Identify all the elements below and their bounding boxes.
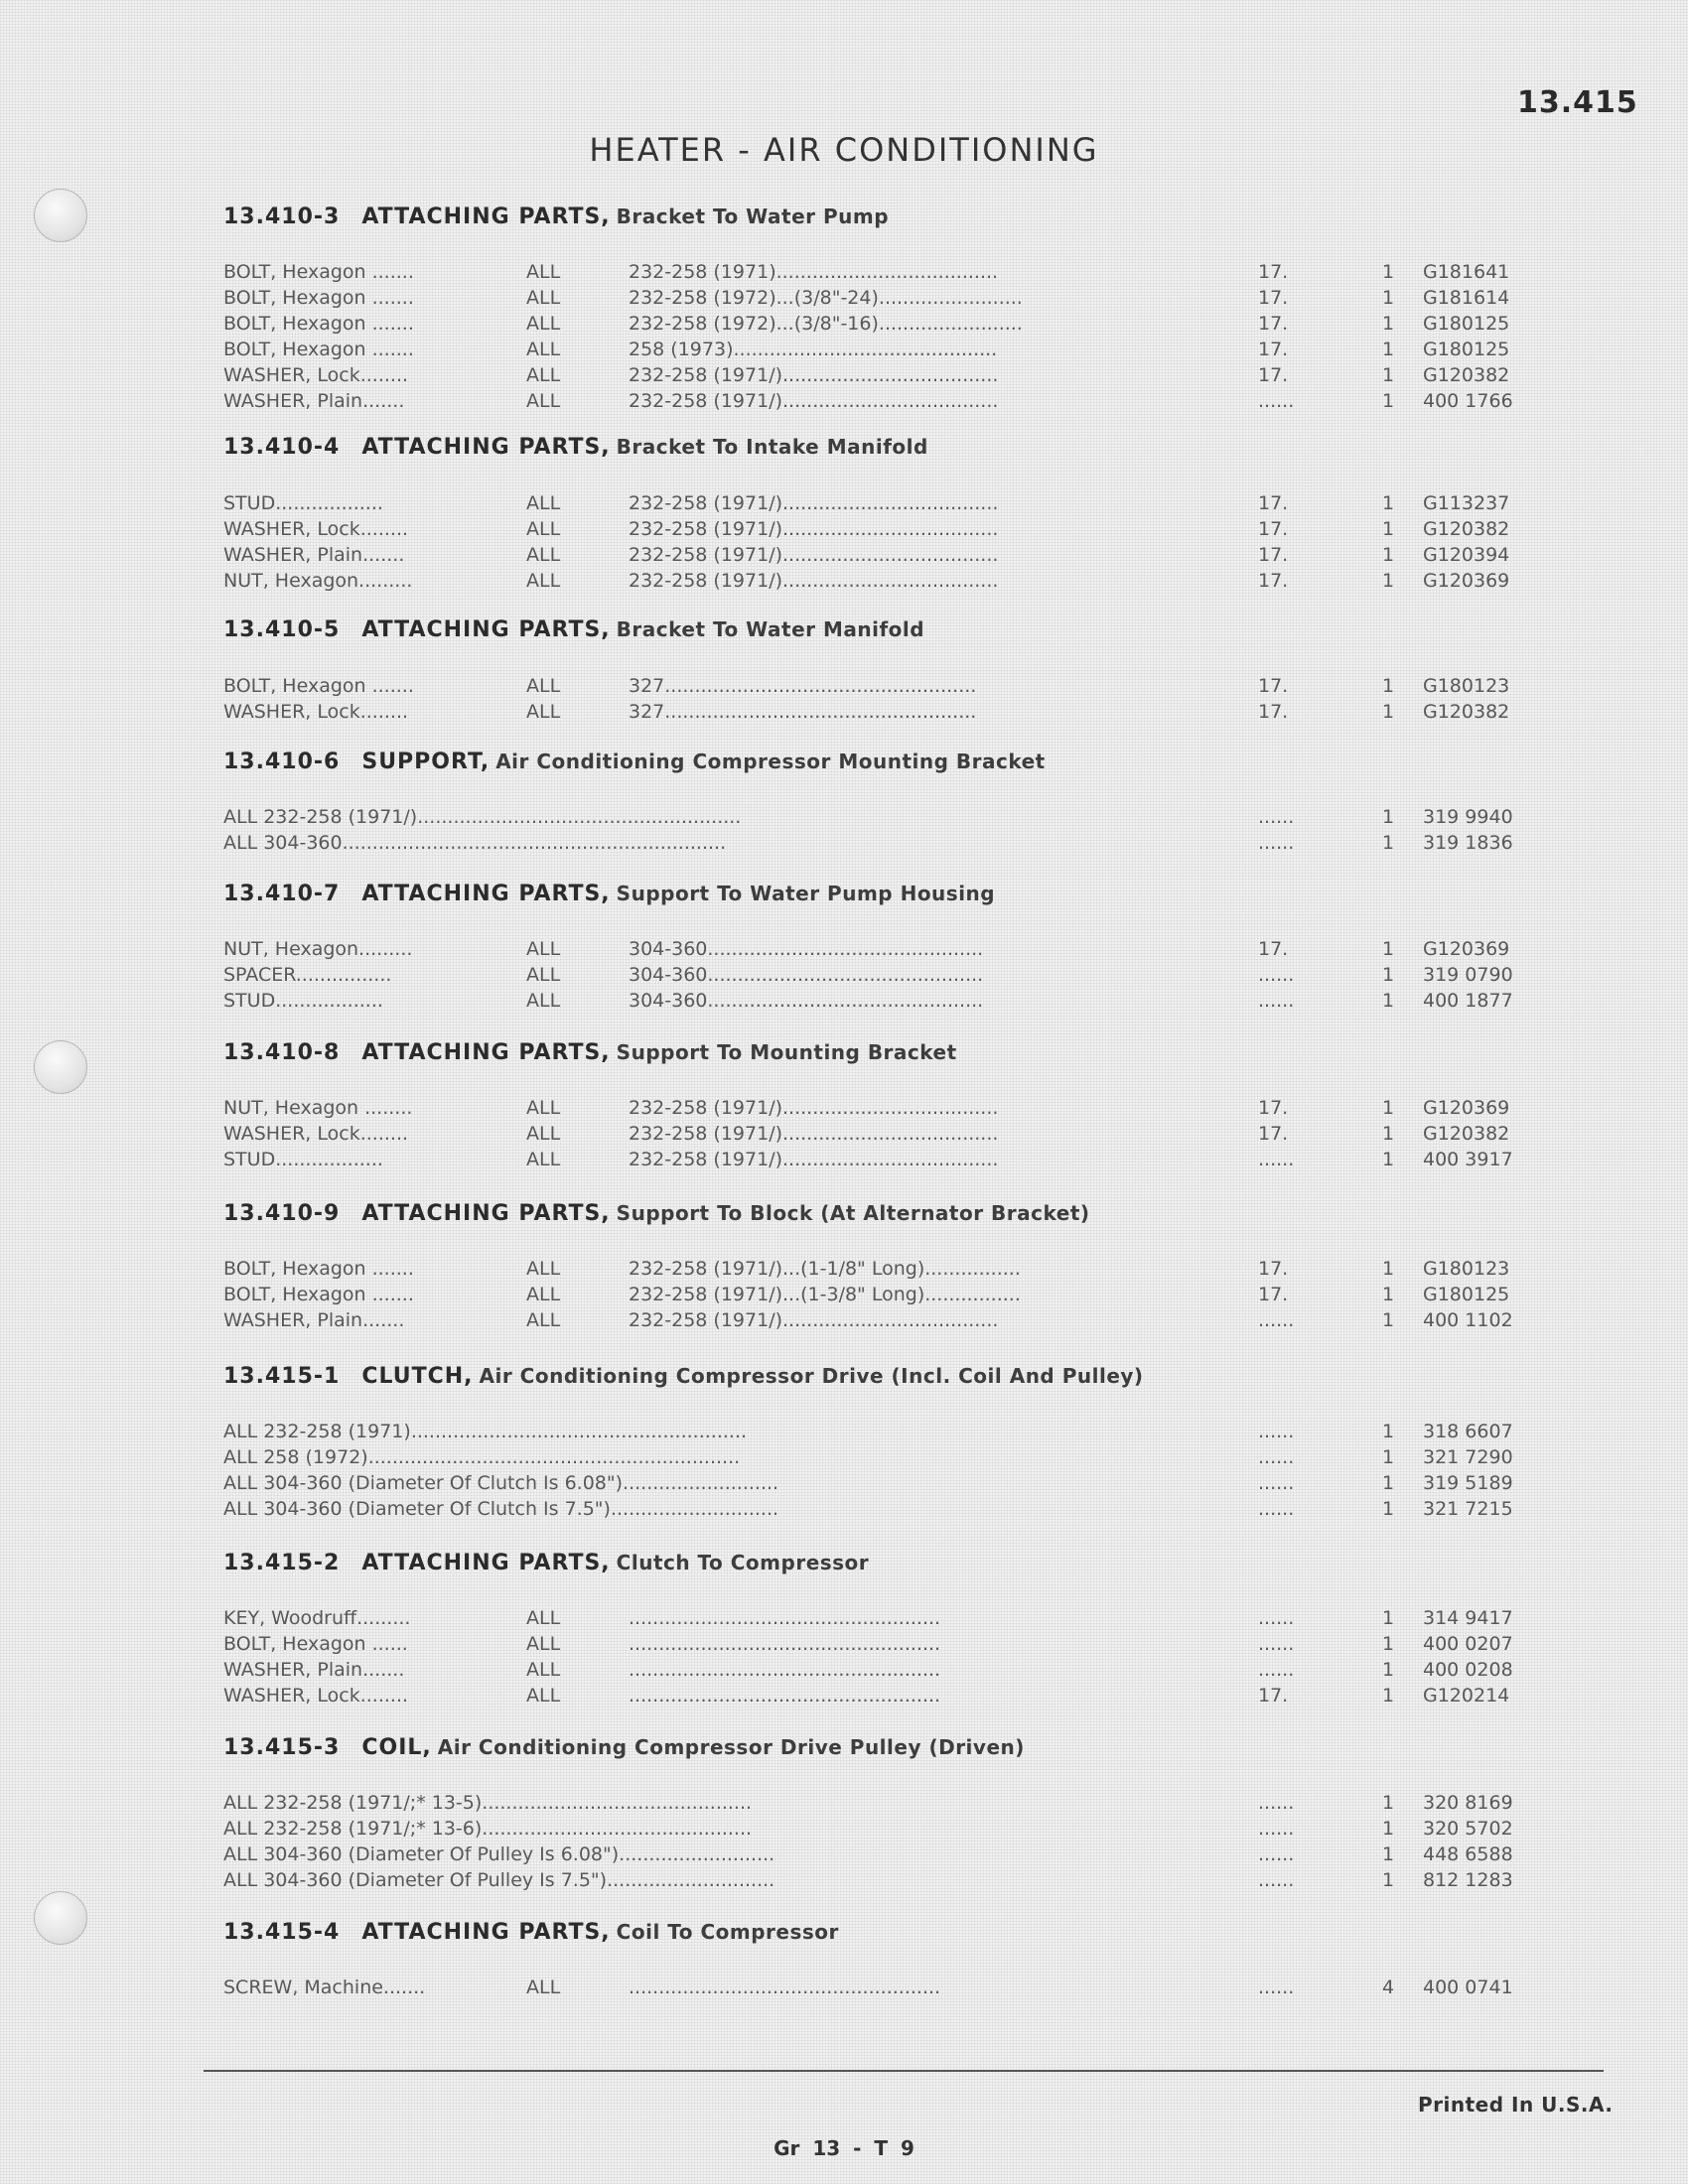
section-kind: ATTACHING PARTS, [361, 882, 611, 906]
quantity: 1 [1381, 990, 1395, 1012]
section-number: 13.410-3 [223, 205, 341, 229]
part-row [223, 1284, 1544, 1309]
group-ref: 17. [1258, 492, 1289, 514]
part-name: NUT, Hexagon ........ [223, 1097, 413, 1119]
application: 232-258 (1971/).................................... [629, 570, 999, 592]
group-ref: 17. [1258, 1097, 1289, 1119]
part-name: BOLT, Hexagon ....... [223, 1284, 414, 1305]
quantity: 1 [1381, 1284, 1395, 1305]
group-ref: 17. [1258, 518, 1289, 540]
quantity: 1 [1381, 1818, 1395, 1840]
part-row [223, 364, 1544, 390]
part-name: STUD.................. [223, 990, 383, 1012]
part-row [223, 990, 1544, 1016]
section-header [223, 1920, 839, 1945]
part-name: WASHER, Lock........ [223, 1685, 409, 1706]
part-row [223, 1097, 1544, 1123]
quantity: 1 [1381, 1869, 1395, 1891]
section-kind: COIL, [361, 1735, 432, 1760]
part-name: BOLT, Hexagon ....... [223, 1258, 414, 1280]
section-number: 13.415-1 [223, 1364, 341, 1389]
part-name: SCREW, Machine....... [223, 1977, 426, 1998]
line-and-application: ALL 232-258 (1971)........................................................ [223, 1421, 748, 1442]
part-name: BOLT, Hexagon ....... [223, 339, 414, 360]
model-line: ALL [526, 1149, 561, 1170]
part-number: 400 0741 [1423, 1977, 1513, 1998]
quantity: 1 [1381, 339, 1395, 360]
section-description: Coil To Compressor [616, 1920, 839, 1944]
part-row [223, 1123, 1544, 1149]
part-name: WASHER, Lock........ [223, 518, 409, 540]
quantity: 1 [1381, 1607, 1395, 1629]
part-name: STUD.................. [223, 1149, 383, 1170]
part-row [223, 390, 1544, 416]
group-ref: 17. [1258, 938, 1289, 960]
application: 232-258 (1971/).................................... [629, 518, 999, 540]
model-line: ALL [526, 1097, 561, 1119]
group-ref: ...... [1258, 964, 1295, 986]
quantity: 1 [1381, 492, 1395, 514]
model-line: ALL [526, 364, 561, 386]
part-number: 318 6607 [1423, 1421, 1513, 1442]
section-description: Support To Mounting Bracket [616, 1040, 957, 1064]
application: 232-258 (1971)..................................... [629, 261, 999, 283]
section-number: 13.410-6 [223, 750, 341, 774]
group-ref: ...... [1258, 1309, 1295, 1331]
group-ref: 17. [1258, 701, 1289, 723]
part-row [223, 1446, 1544, 1472]
section-number: 13.415-3 [223, 1735, 341, 1760]
part-number: G180123 [1423, 1258, 1510, 1280]
part-number: 319 5189 [1423, 1472, 1513, 1494]
section-description: Support To Water Pump Housing [616, 882, 996, 905]
quantity: 1 [1381, 806, 1395, 828]
application: 232-258 (1971/).................................... [629, 492, 999, 514]
section-header [223, 1201, 1090, 1226]
part-row [223, 1421, 1544, 1446]
section-header [223, 1551, 869, 1575]
group-ref: 17. [1258, 570, 1289, 592]
part-number: G120382 [1423, 364, 1510, 386]
quantity: 1 [1381, 1421, 1395, 1442]
part-number: 400 0207 [1423, 1633, 1513, 1655]
part-number: G180125 [1423, 339, 1510, 360]
part-row [223, 518, 1544, 544]
model-line: ALL [526, 313, 561, 335]
line-and-application: ALL 304-360................................................................ [223, 832, 727, 854]
line-and-application: ALL 304-360 (Diameter Of Clutch Is 7.5")............................ [223, 1498, 779, 1520]
section-description: Bracket To Intake Manifold [616, 435, 928, 459]
part-number: G120214 [1423, 1685, 1510, 1706]
part-name: BOLT, Hexagon ....... [223, 261, 414, 283]
part-number: G181614 [1423, 287, 1510, 309]
section-description: Support To Block (At Alternator Bracket) [616, 1201, 1090, 1225]
section-kind: ATTACHING PARTS, [361, 435, 611, 460]
part-row [223, 1607, 1544, 1633]
group-ref: 17. [1258, 261, 1289, 283]
group-ref: 17. [1258, 1123, 1289, 1145]
section-number: 13.410-7 [223, 882, 341, 906]
part-row [223, 492, 1544, 518]
part-row [223, 1977, 1544, 2002]
model-line: ALL [526, 990, 561, 1012]
quantity: 1 [1381, 313, 1395, 335]
section-header [223, 1040, 957, 1065]
part-name: BOLT, Hexagon ....... [223, 313, 414, 335]
section-header [223, 435, 928, 460]
quantity: 1 [1381, 287, 1395, 309]
section-kind: ATTACHING PARTS, [361, 617, 611, 642]
section-header [223, 882, 995, 906]
section-header [223, 617, 924, 642]
application: .................................................... [629, 1977, 941, 1998]
model-line: ALL [526, 964, 561, 986]
application: 232-258 (1972)...(3/8"-16)........................ [629, 313, 1023, 335]
part-row [223, 701, 1544, 727]
part-row [223, 832, 1544, 858]
group-ref: ...... [1258, 1843, 1295, 1865]
group-ref: 17. [1258, 287, 1289, 309]
application: 232-258 (1971/).................................... [629, 1309, 999, 1331]
section-description: Clutch To Compressor [616, 1551, 870, 1574]
section-description: Air Conditioning Compressor Drive Pulley (Driven) [437, 1735, 1025, 1759]
part-row [223, 313, 1544, 339]
line-and-application: ALL 232-258 (1971/;* 13-6)............................................. [223, 1818, 753, 1840]
part-number: 321 7215 [1423, 1498, 1513, 1520]
part-number: 400 1102 [1423, 1309, 1513, 1331]
page-code: Gr 13 - T 9 [774, 2136, 914, 2160]
quantity: 1 [1381, 1792, 1395, 1814]
line-and-application: ALL 232-258 (1971/)...................................................... [223, 806, 742, 828]
part-name: WASHER, Plain....... [223, 1309, 405, 1331]
part-name: WASHER, Lock........ [223, 364, 409, 386]
part-number: 400 3917 [1423, 1149, 1513, 1170]
part-number: G180123 [1423, 675, 1510, 697]
part-name: WASHER, Lock........ [223, 701, 409, 723]
part-number: G180125 [1423, 1284, 1510, 1305]
model-line: ALL [526, 1659, 561, 1681]
application: 327.................................................... [629, 675, 977, 697]
model-line: ALL [526, 339, 561, 360]
section-kind: ATTACHING PARTS, [361, 1920, 611, 1945]
group-ref: ...... [1258, 390, 1295, 412]
model-line: ALL [526, 1685, 561, 1706]
part-row [223, 1659, 1544, 1685]
part-row [223, 1498, 1544, 1524]
model-line: ALL [526, 938, 561, 960]
model-line: ALL [526, 1607, 561, 1629]
section-kind: ATTACHING PARTS, [361, 1551, 611, 1575]
quantity: 1 [1381, 1097, 1395, 1119]
group-ref: 17. [1258, 1685, 1289, 1706]
application: 232-258 (1971/).................................... [629, 390, 999, 412]
section-number: 13.410-9 [223, 1201, 341, 1226]
part-row [223, 806, 1544, 832]
group-ref: ...... [1258, 1977, 1295, 1998]
line-and-application: ALL 258 (1972).............................................................. [223, 1446, 741, 1468]
part-number: 314 9417 [1423, 1607, 1513, 1629]
model-line: ALL [526, 570, 561, 592]
model-line: ALL [526, 518, 561, 540]
quantity: 1 [1381, 1659, 1395, 1681]
group-ref: 17. [1258, 313, 1289, 335]
part-number: 448 6588 [1423, 1843, 1513, 1865]
section-header [223, 1364, 1144, 1389]
group-ref: ...... [1258, 1659, 1295, 1681]
quantity: 1 [1381, 570, 1395, 592]
part-row [223, 1869, 1544, 1895]
group-ref: 17. [1258, 544, 1289, 566]
part-row [223, 261, 1544, 287]
model-line: ALL [526, 544, 561, 566]
quantity: 1 [1381, 1685, 1395, 1706]
part-number: 319 9940 [1423, 806, 1513, 828]
part-number: 320 8169 [1423, 1792, 1513, 1814]
group-ref: 17. [1258, 339, 1289, 360]
group-ref: ...... [1258, 990, 1295, 1012]
part-row [223, 1633, 1544, 1659]
part-number: 321 7290 [1423, 1446, 1513, 1468]
group-ref: ...... [1258, 1633, 1295, 1655]
application: 258 (1973)............................................ [629, 339, 998, 360]
application: 232-258 (1971/)...(1-1/8" Long)................ [629, 1258, 1021, 1280]
line-and-application: ALL 304-360 (Diameter Of Pulley Is 6.08").......................... [223, 1843, 775, 1865]
section-number: 13.415-2 [223, 1551, 341, 1575]
part-number: G181641 [1423, 261, 1510, 283]
part-row [223, 1258, 1544, 1284]
section-kind: ATTACHING PARTS, [361, 1040, 611, 1065]
part-number: G120369 [1423, 570, 1510, 592]
part-number: 400 1766 [1423, 390, 1513, 412]
group-ref: ...... [1258, 1818, 1295, 1840]
section-number: 13.410-4 [223, 435, 341, 460]
group-ref: 17. [1258, 675, 1289, 697]
application: .................................................... [629, 1659, 941, 1681]
group-ref: ...... [1258, 1149, 1295, 1170]
quantity: 1 [1381, 364, 1395, 386]
section-description: Air Conditioning Compressor Mounting Bracket [495, 750, 1046, 773]
quantity: 1 [1381, 938, 1395, 960]
quantity: 1 [1381, 390, 1395, 412]
application: .................................................... [629, 1633, 941, 1655]
part-number: G120369 [1423, 938, 1510, 960]
application: 232-258 (1971/).................................... [629, 1123, 999, 1145]
application: 232-258 (1972)...(3/8"-24)........................ [629, 287, 1023, 309]
quantity: 1 [1381, 832, 1395, 854]
part-row [223, 1309, 1544, 1335]
group-ref: ...... [1258, 1869, 1295, 1891]
quantity: 1 [1381, 1843, 1395, 1865]
part-number: G120382 [1423, 701, 1510, 723]
group-ref: 17. [1258, 364, 1289, 386]
part-name: BOLT, Hexagon ...... [223, 1633, 408, 1655]
printed-in-usa: Printed In U.S.A. [1418, 2093, 1614, 2116]
part-number: 320 5702 [1423, 1818, 1513, 1840]
line-and-application: ALL 232-258 (1971/;* 13-5)............................................. [223, 1792, 753, 1814]
model-line: ALL [526, 1258, 561, 1280]
application: 232-258 (1971/).................................... [629, 1097, 999, 1119]
application: 232-258 (1971/).................................... [629, 544, 999, 566]
section-kind: ATTACHING PARTS, [361, 1201, 611, 1226]
group-ref: 17. [1258, 1284, 1289, 1305]
section-header [223, 750, 1046, 774]
part-row [223, 1843, 1544, 1869]
footer-rule [204, 2070, 1604, 2072]
part-row [223, 675, 1544, 701]
part-row [223, 1685, 1544, 1710]
quantity: 1 [1381, 701, 1395, 723]
quantity: 1 [1381, 1258, 1395, 1280]
section-number: 13.415-4 [223, 1920, 341, 1945]
part-name: SPACER................ [223, 964, 392, 986]
part-number: G120382 [1423, 518, 1510, 540]
model-line: ALL [526, 261, 561, 283]
model-line: ALL [526, 1123, 561, 1145]
model-line: ALL [526, 675, 561, 697]
part-number: G180125 [1423, 313, 1510, 335]
model-line: ALL [526, 287, 561, 309]
group-ref: ...... [1258, 1498, 1295, 1520]
quantity: 4 [1381, 1977, 1395, 1998]
part-number: G120394 [1423, 544, 1510, 566]
model-line: ALL [526, 492, 561, 514]
section-header [223, 205, 889, 229]
application: 232-258 (1971/)...(1-3/8" Long)................ [629, 1284, 1021, 1305]
model-line: ALL [526, 1633, 561, 1655]
group-ref: 17. [1258, 1258, 1289, 1280]
group-ref: ...... [1258, 1472, 1295, 1494]
quantity: 1 [1381, 964, 1395, 986]
part-name: BOLT, Hexagon ....... [223, 675, 414, 697]
model-line: ALL [526, 390, 561, 412]
part-name: NUT, Hexagon......... [223, 938, 413, 960]
application: 304-360.............................................. [629, 938, 984, 960]
part-number: 319 0790 [1423, 964, 1513, 986]
section-kind: CLUTCH, [361, 1364, 474, 1389]
quantity: 1 [1381, 518, 1395, 540]
binder-hole-top [34, 189, 87, 242]
application: 232-258 (1971/).................................... [629, 1149, 999, 1170]
part-row [223, 1792, 1544, 1818]
part-row [223, 544, 1544, 570]
part-number: G120382 [1423, 1123, 1510, 1145]
part-name: WASHER, Lock........ [223, 1123, 409, 1145]
application: 232-258 (1971/).................................... [629, 364, 999, 386]
part-number: 812 1283 [1423, 1869, 1513, 1891]
quantity: 1 [1381, 675, 1395, 697]
part-row [223, 938, 1544, 964]
part-row [223, 287, 1544, 313]
quantity: 1 [1381, 1633, 1395, 1655]
part-name: KEY, Woodruff......... [223, 1607, 411, 1629]
group-ref: ...... [1258, 832, 1295, 854]
quantity: 1 [1381, 1149, 1395, 1170]
page-title: HEATER - AIR CONDITIONING [589, 131, 1099, 169]
binder-hole-middle [34, 1040, 87, 1094]
application: 304-360.............................................. [629, 990, 984, 1012]
quantity: 1 [1381, 1472, 1395, 1494]
quantity: 1 [1381, 1446, 1395, 1468]
part-name: STUD.................. [223, 492, 383, 514]
application: .................................................... [629, 1685, 941, 1706]
part-name: WASHER, Plain....... [223, 1659, 405, 1681]
page-number: 13.415 [1517, 85, 1638, 120]
section-kind: SUPPORT, [361, 750, 491, 774]
model-line: ALL [526, 1977, 561, 1998]
quantity: 1 [1381, 1123, 1395, 1145]
section-kind: ATTACHING PARTS, [361, 205, 611, 229]
part-number: G113237 [1423, 492, 1510, 514]
section-number: 13.410-5 [223, 617, 341, 642]
part-name: WASHER, Plain....... [223, 390, 405, 412]
quantity: 1 [1381, 1309, 1395, 1331]
application: .................................................... [629, 1607, 941, 1629]
part-number: 400 0208 [1423, 1659, 1513, 1681]
part-row [223, 570, 1544, 596]
quantity: 1 [1381, 261, 1395, 283]
model-line: ALL [526, 1309, 561, 1331]
application: 327.................................................... [629, 701, 977, 723]
part-name: WASHER, Plain....... [223, 544, 405, 566]
section-number: 13.410-8 [223, 1040, 341, 1065]
group-ref: ...... [1258, 1792, 1295, 1814]
part-number: 319 1836 [1423, 832, 1513, 854]
part-row [223, 1472, 1544, 1498]
part-number: G120369 [1423, 1097, 1510, 1119]
model-line: ALL [526, 701, 561, 723]
group-ref: ...... [1258, 806, 1295, 828]
part-row [223, 1818, 1544, 1843]
group-ref: ...... [1258, 1607, 1295, 1629]
quantity: 1 [1381, 544, 1395, 566]
section-header [223, 1735, 1025, 1760]
part-name: BOLT, Hexagon ....... [223, 287, 414, 309]
quantity: 1 [1381, 1498, 1395, 1520]
model-line: ALL [526, 1284, 561, 1305]
part-row [223, 339, 1544, 364]
part-row [223, 1149, 1544, 1174]
group-ref: ...... [1258, 1446, 1295, 1468]
group-ref: ...... [1258, 1421, 1295, 1442]
part-name: NUT, Hexagon......... [223, 570, 413, 592]
binder-hole-bottom [34, 1891, 87, 1945]
section-description: Air Conditioning Compressor Drive (Incl. Coil And Pulley) [479, 1364, 1144, 1388]
part-number: 400 1877 [1423, 990, 1513, 1012]
part-row [223, 964, 1544, 990]
section-description: Bracket To Water Manifold [616, 617, 925, 641]
line-and-application: ALL 304-360 (Diameter Of Clutch Is 6.08").......................... [223, 1472, 779, 1494]
line-and-application: ALL 304-360 (Diameter Of Pulley Is 7.5")............................ [223, 1869, 775, 1891]
application: 304-360.............................................. [629, 964, 984, 986]
section-description: Bracket To Water Pump [616, 205, 890, 228]
